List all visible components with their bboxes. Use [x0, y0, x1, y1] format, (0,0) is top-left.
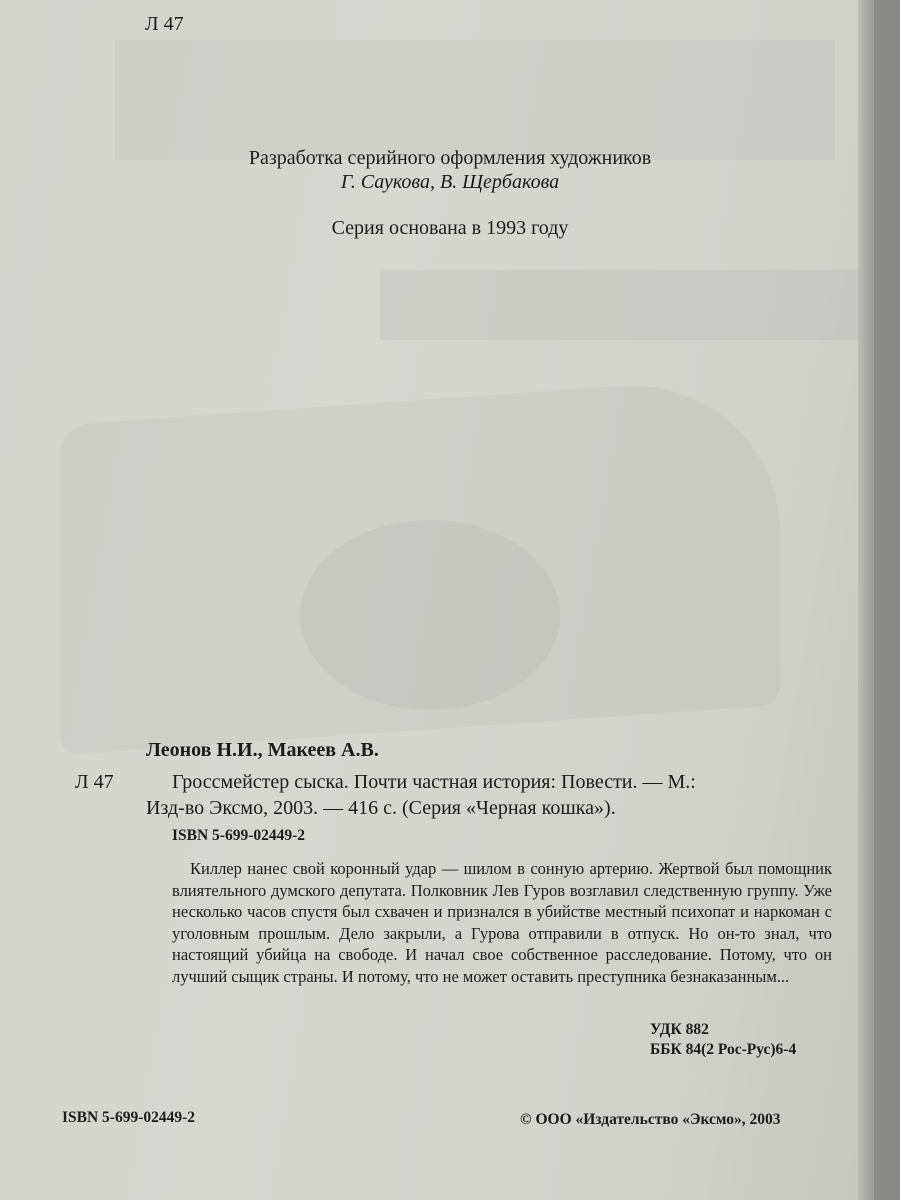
show-through-shadow	[300, 520, 560, 710]
annotation-text: Киллер нанес свой коронный удар — шилом в сонную артерию. Жертвой был помощник влиятельного думского депутата. Полковник Лев Гуров возглавил следственную группу. Уже несколько часов спустя был схвачен и признался в убийстве местный психопат и наркоман с уголовным прошлым. Дело закрыли, а Гурова отправили в отпуск. Но он-то знал, что настоящий убийца на свободе. И начал свое собственное расследование. Потому, что он лучший сыщик страны. И потому, что не может оставить преступника безнаказанным...	[172, 859, 832, 986]
footer-isbn: ISBN 5-699-02449-2	[62, 1109, 196, 1126]
bbk-code: ББК 84(2 Рос-Рус)6-4	[650, 1041, 797, 1058]
show-through-shadow	[115, 40, 835, 160]
footer-copyright: © ООО «Издательство «Эксмо», 2003	[520, 1111, 781, 1128]
catalog-code: Л 47	[75, 771, 114, 793]
design-credit-artists: Г. Саукова, В. Щербакова	[340, 171, 560, 193]
udk-code: УДК 882	[650, 1021, 709, 1038]
top-catalog-code: Л 47	[145, 13, 184, 35]
design-credit-line: Разработка серийного оформления художников	[248, 147, 652, 169]
page-edge-shadow	[858, 0, 874, 1200]
show-through-shadow	[380, 270, 860, 340]
catalog-authors: Леонов Н.И., Макеев А.В.	[146, 739, 379, 761]
catalog-publisher-line: Изд-во Эксмо, 2003. — 416 с. (Серия «Черная кошка»).	[146, 797, 616, 819]
catalog-isbn: ISBN 5-699-02449-2	[172, 827, 306, 844]
series-founded-note: Серия основана в 1993 году	[331, 217, 569, 239]
book-annotation	[172, 858, 832, 987]
catalog-title-line: Гроссмейстер сыска. Почти частная история: Повести. — М.:	[172, 771, 696, 793]
